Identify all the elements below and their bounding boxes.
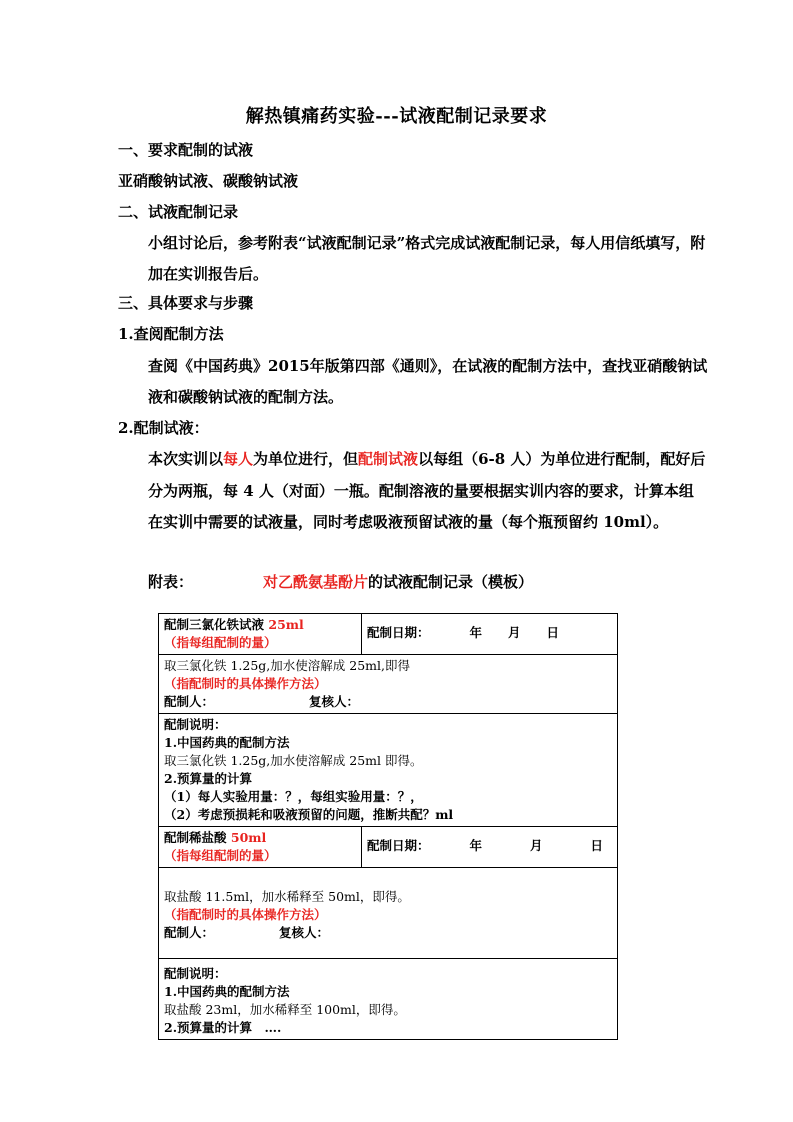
- table-row: [159, 827, 618, 868]
- reagent-amount-2: 50ml: [230, 830, 267, 845]
- document-title: 解热镇痛药实验---试液配制记录要求: [245, 106, 548, 127]
- reagent-cell-1: [159, 614, 362, 655]
- notes-heading-2: 配制说明：: [164, 966, 227, 981]
- reagent-amount-1: 25ml: [268, 617, 304, 632]
- step-2-text-b: 为单位进行，但: [253, 450, 359, 468]
- reagent-name-2: 配制稀盐酸: [164, 830, 227, 845]
- table-row: [159, 655, 618, 714]
- notes-item2b-1: （2）考虑预损耗和吸液预留的问题，推断共配？ml: [164, 807, 454, 822]
- step-2-text-c: 以每组（6-8 人）为单位进行配制，配好后分为两瓶，每 4 人（对面）一瓶。配制溶液的量要根据实训内容的要求，计算本组在实训中需要的试液量，同时考虑吸液预留试液的量（每个瓶预留约 10ml）。: [148, 450, 706, 531]
- step-1-heading: 1.查阅配制方法: [118, 325, 224, 343]
- notes-item1-2: 1.中国药典的配制方法: [164, 984, 290, 999]
- appendix-label: 附表：: [148, 573, 194, 591]
- day-label-2: 日: [590, 838, 604, 853]
- step-2-heading: 2.配制试液：: [118, 419, 209, 437]
- date-cell-1: [362, 614, 618, 655]
- step-2-red-prepare-reagent: 配制试液: [358, 450, 419, 468]
- notes-item2a-1: （1）每人实验用量：？，每组实验用量：？，: [164, 789, 423, 804]
- reagent-name-1: 配制三氯化铁试液: [164, 617, 265, 632]
- step-2-text-a: 本次实训以: [148, 450, 224, 468]
- step-2-content: [118, 444, 708, 539]
- section-3-heading: 三、具体要求与步骤: [118, 294, 254, 312]
- reagent-record-table: [158, 613, 618, 1040]
- amount-note-1: （指每组配制的量）: [164, 635, 277, 650]
- amount-note-2: （指每组配制的量）: [164, 848, 277, 863]
- step-1-content: 查阅《中国药典》2015年版第四部《通则》，在试液的配制方法中，查找亚硝酸钠试液和碳酸钠试液的配制方法。: [148, 357, 708, 406]
- date-cell-2: [362, 827, 618, 868]
- reviewer-label-2: 复核人：: [279, 925, 330, 940]
- notes-item2-1: 2.预算量的计算: [164, 771, 253, 786]
- month-label-2: 月: [530, 838, 543, 853]
- preparer-label-2: 配制人：: [164, 925, 215, 940]
- appendix-red-title: 对乙酰氨基酚片: [263, 573, 369, 591]
- section-1-heading: 一、要求配制的试液: [118, 141, 254, 159]
- operation-text-2: 取盐酸 11.5ml，加水稀释至 50ml，即得。: [164, 889, 410, 904]
- appendix-caption: [148, 570, 533, 594]
- table-row: [159, 614, 618, 655]
- year-label-2: 年: [469, 838, 483, 853]
- step-2-red-each-person: 每人: [223, 450, 254, 468]
- reagent-cell-2: [159, 827, 362, 868]
- month-label-1: 月: [508, 625, 521, 640]
- day-label-1: 日: [546, 625, 560, 640]
- notes-cell-2: [159, 959, 618, 1040]
- reviewer-label-1: 复核人：: [309, 694, 360, 709]
- section-1-content: 亚硝酸钠试液、碳酸钠试液: [118, 172, 299, 190]
- date-label-1: 配制日期：: [367, 625, 430, 640]
- table-row: [159, 714, 618, 827]
- operation-note-1: （指配制时的具体操作方法）: [164, 676, 327, 691]
- notes-item2-2: 2.预算量的计算 ….: [164, 1020, 282, 1035]
- operation-cell-2: [159, 868, 618, 959]
- year-label-1: 年: [469, 625, 483, 640]
- section-2-content: 小组讨论后，参考附表“试液配制记录”格式完成试液配制记录，每人用信纸填写，附加在实训报告后。: [148, 234, 706, 283]
- notes-item1-1: 1.中国药典的配制方法: [164, 735, 290, 750]
- operation-text-1: 取三氯化铁 1.25g,加水使溶解成 25ml,即得: [164, 658, 410, 673]
- table-row: [159, 868, 618, 959]
- operation-cell-1: [159, 655, 618, 714]
- operation-note-2: （指配制时的具体操作方法）: [164, 907, 327, 922]
- notes-heading-1: 配制说明：: [164, 717, 227, 732]
- preparer-label-1: 配制人：: [164, 694, 215, 709]
- date-label-2: 配制日期：: [367, 838, 430, 853]
- notes-cell-1: [159, 714, 618, 827]
- appendix-title-suffix: 的试液配制记录（模板）: [368, 573, 534, 591]
- notes-item1-text-1: 取三氯化铁 1.25g,加水使溶解成 25ml 即得。: [164, 753, 423, 768]
- table-row: [159, 959, 618, 1040]
- section-2-heading: 二、试液配制记录: [118, 203, 239, 221]
- notes-item1-text-2: 取盐酸 23ml，加水稀释至 100ml，即得。: [164, 1002, 406, 1017]
